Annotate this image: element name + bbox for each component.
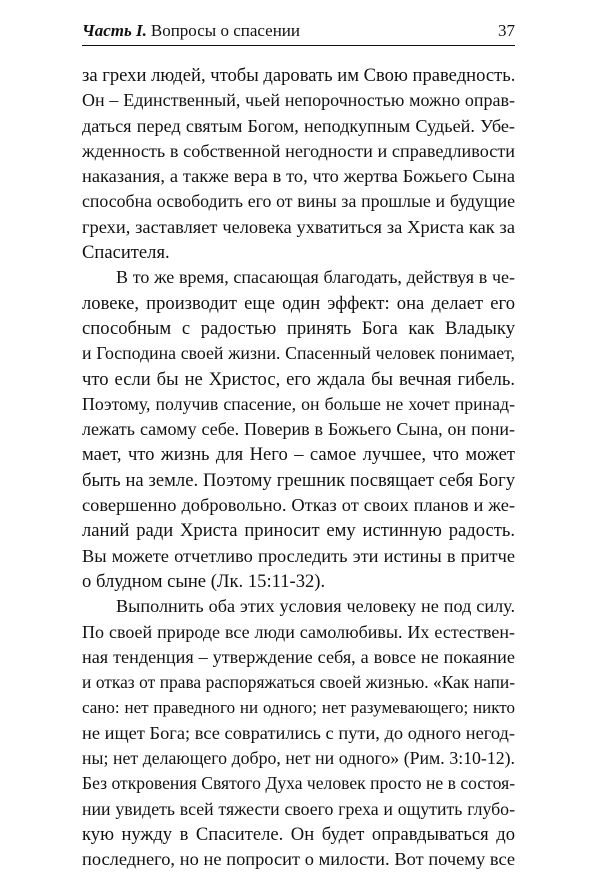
text-line: и отказ от права распоряжаться своей жизнью. «Как напи- (82, 672, 515, 693)
text-line: мает, что жизнь для Него – самое лучшее, что может (82, 444, 515, 466)
text-line: кую нужду в Спасителе. Он будет оправдываться до (82, 823, 515, 845)
text-line: Без откровения Святого Духа человек просто не в состоя- (82, 773, 516, 794)
text-line: способна освободить его от вины за прошлые и будущие (82, 191, 515, 212)
text-line: не ищет Бога; все совратились с пути, до одного негод- (82, 722, 515, 743)
text-line: за грехи людей, чтобы даровать им Свою праведность. (82, 65, 516, 86)
text-line: Выполнить оба этих условия человеку не под силу. (116, 596, 515, 617)
text-line: Поэтому, получив спасение, он больше не хочет принад- (82, 393, 515, 414)
part-label: Часть I. (82, 21, 147, 40)
text-line: наказания, а также вера в то, что жертва Божьего Сына (82, 166, 515, 187)
text-line: что если бы не Христос, его ждала бы вечная гибель. (82, 368, 515, 390)
text-line: Спасителя. (82, 242, 170, 264)
text-line: грехи, заставляет человека ухватиться за Христа как за (82, 216, 515, 237)
text-line: ны; нет делающего добро, нет ни одного» (Рим. 3:10-12). (82, 748, 515, 769)
text-line: сано: нет праведного ни одного; нет разумевающего; никто (82, 698, 515, 718)
text-line: совершенно добровольно. Отказ от своих планов и же- (82, 495, 515, 516)
text-line: лежать самому себе. Поверив в Божьего Сына, он пони- (82, 419, 515, 440)
text-line: о блудном сыне (Лк. 15:11-32). (82, 570, 326, 592)
text-line: Он – Единственный, чьей непорочностью можно оправ- (82, 90, 515, 111)
page-number: 37 (498, 21, 515, 40)
text-line: ная тенденция – утверждение себя, а вовсе не покаяние (82, 646, 515, 667)
text-line: жденность в собственной негодности и справедливости (82, 140, 515, 161)
text-line: последнего, но не попросит о милости. Вот почему все (82, 849, 515, 870)
text-line: ловеке, производит еще один эффект: она делает его (82, 292, 515, 314)
text-line: По своей природе все люди самолюбивы. Их естествен- (82, 621, 515, 642)
text-line: В то же время, спасающая благодать, действуя в че- (116, 267, 515, 288)
text-line: даться перед святым Богом, неподкупным Судьей. Убе- (82, 115, 515, 136)
body-text (82, 63, 515, 873)
text-line: ланий ради Христа приносит ему истинную радость. (82, 520, 515, 542)
text-line: способным с радостью принять Бога как Владыку (82, 317, 515, 339)
text-line: Вы можете отчетливо проследить эти истины в притче (82, 545, 515, 566)
running-header (82, 21, 515, 46)
text-line: и Господина своей жизни. Спасенный человек понимает, (82, 343, 515, 364)
chapter-title: Вопросы о спасении (150, 21, 300, 40)
text-line: нии увидеть всей тяжести своего греха и ощутить глубо- (82, 798, 515, 819)
text-line: быть на земле. Поэтому грешник посвящает себя Богу (82, 469, 515, 491)
